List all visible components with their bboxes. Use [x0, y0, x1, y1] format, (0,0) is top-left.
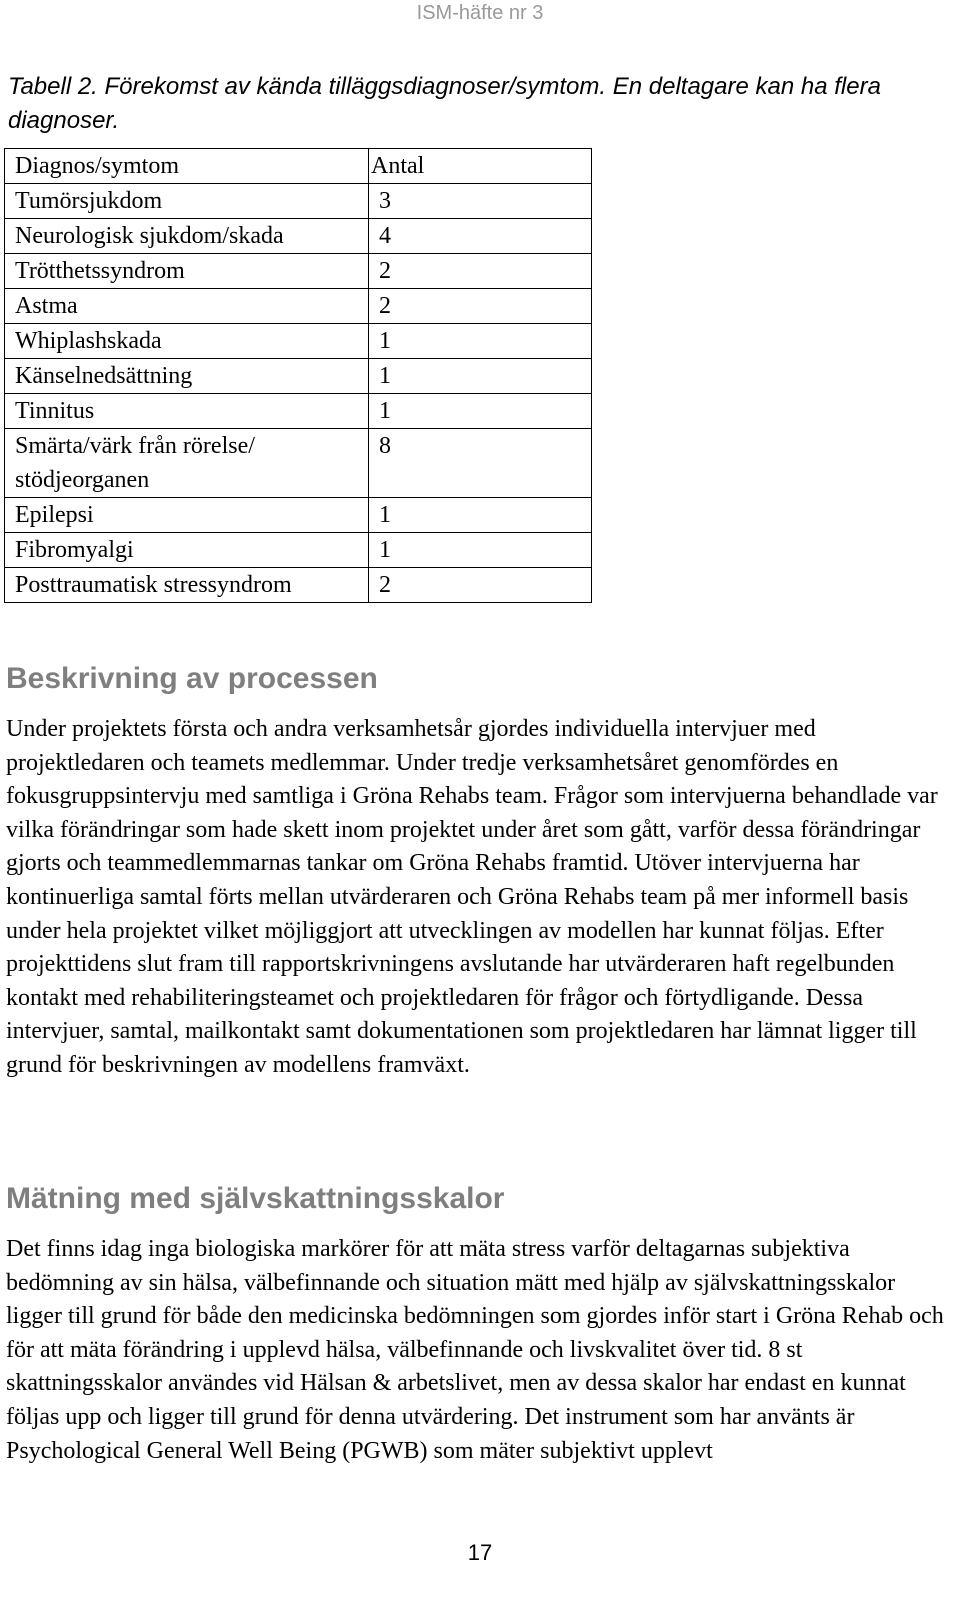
table-caption: Tabell 2. Förekomst av kända tilläggsdiagnoser/symtom. En deltagare kan ha flera diagnoser. — [8, 73, 881, 134]
diagnosis-count: 2 — [369, 254, 592, 289]
table-row — [5, 289, 592, 324]
diagnosis-count: 8 — [369, 429, 592, 498]
table-row — [5, 219, 592, 254]
section-heading-self-assessment: Mätning med självskattningsskalor — [6, 1182, 505, 1215]
table-row — [5, 568, 592, 603]
diagnosis-count: 1 — [369, 359, 592, 394]
process-paragraph: Under projektets första och andra verksamhetsår gjordes individuella intervjuer med projektledaren och teamets medlemmar. Under tredje verksamhetsåret genomfördes en fokusgruppsintervju med samtliga i Gröna Rehabs team. Frågor som intervjuerna behandlade var vilka förändringar som hade skett inom projektet under året som gått, varför dessa förändringar gjorts och teammedlemmarnas tankar om Gröna Rehabs framtid. Utöver intervjuerna har kontinuerliga samtal förts mellan utvärderaren och Gröna Rehabs team på mer informell basis under hela projektet vilket möjliggjort att utvecklingen av modellen har kunnat följas. Efter projekttidens slut fram till rapportskrivningens avslutande har utvärderaren haft regelbunden kontakt med rehabiliteringsteamet och projektledaren för frågor och förtydligande. Dessa intervjuer, samtal, mailkontakt samt dokumentationen som projektledaren har lämnat ligger till grund för beskrivningen av modellens framväxt. — [6, 716, 938, 1078]
diagnosis-table — [4, 148, 592, 603]
table-row — [5, 394, 592, 429]
diagnosis-name: Tinnitus — [5, 394, 369, 429]
diagnosis-name: Astma — [5, 289, 369, 324]
table-row — [5, 184, 592, 219]
diagnosis-name: Neurologisk sjukdom/skada — [5, 219, 369, 254]
diagnosis-name: Fibromyalgi — [5, 533, 369, 568]
diagnosis-name: Whiplashskada — [5, 324, 369, 359]
table-row — [5, 533, 592, 568]
self-assessment-paragraph: Det finns idag inga biologiska markörer för att mäta stress varför deltagarnas subjektiva bedömning av sin hälsa, välbefinnande och situation mätt med hjälp av självskattningsskalor ligger till grund för både den medicinska bedömningen som gjordes inför start i Gröna Rehab och för att mäta förändring i upplevd hälsa, välbefinnande och livskvalitet över tid. 8 st skattningsskalor användes vid Hälsan & arbetslivet, men av dessa skalor har endast en kunnat följas upp och ligger till grund för denna utvärdering. Det instrument som har använts är Psychological General Well Being (PGWB) som mäter subjektivt upplevt — [6, 1236, 944, 1464]
diagnosis-count: 1 — [369, 394, 592, 429]
table-row — [5, 429, 592, 498]
diagnosis-count: 2 — [369, 568, 592, 603]
page-number: 17 — [467, 1540, 493, 1565]
diagnosis-count: 1 — [369, 533, 592, 568]
diagnosis-name: Trötthetssyndrom — [5, 254, 369, 289]
diagnosis-name: Smärta/värk från rörelse/ stödjeorganen — [5, 429, 369, 498]
table-row — [5, 359, 592, 394]
column-header-diagnosis: Diagnos/symtom — [5, 149, 369, 184]
table-header-row — [5, 149, 592, 184]
page-header: ISM-häfte nr 3 — [416, 2, 544, 24]
diagnosis-count: 3 — [369, 184, 592, 219]
diagnosis-name: Posttraumatisk stressyndrom — [5, 568, 369, 603]
diagnosis-count: 4 — [369, 219, 592, 254]
table-row — [5, 254, 592, 289]
diagnosis-name: Tumörsjukdom — [5, 184, 369, 219]
table-row — [5, 498, 592, 533]
diagnosis-count: 1 — [369, 324, 592, 359]
column-header-count: Antal — [369, 149, 592, 184]
section-heading-process: Beskrivning av processen — [6, 662, 378, 695]
table-row — [5, 324, 592, 359]
diagnosis-name: Epilepsi — [5, 498, 369, 533]
diagnosis-count: 2 — [369, 289, 592, 324]
diagnosis-name: Känselnedsättning — [5, 359, 369, 394]
diagnosis-count: 1 — [369, 498, 592, 533]
